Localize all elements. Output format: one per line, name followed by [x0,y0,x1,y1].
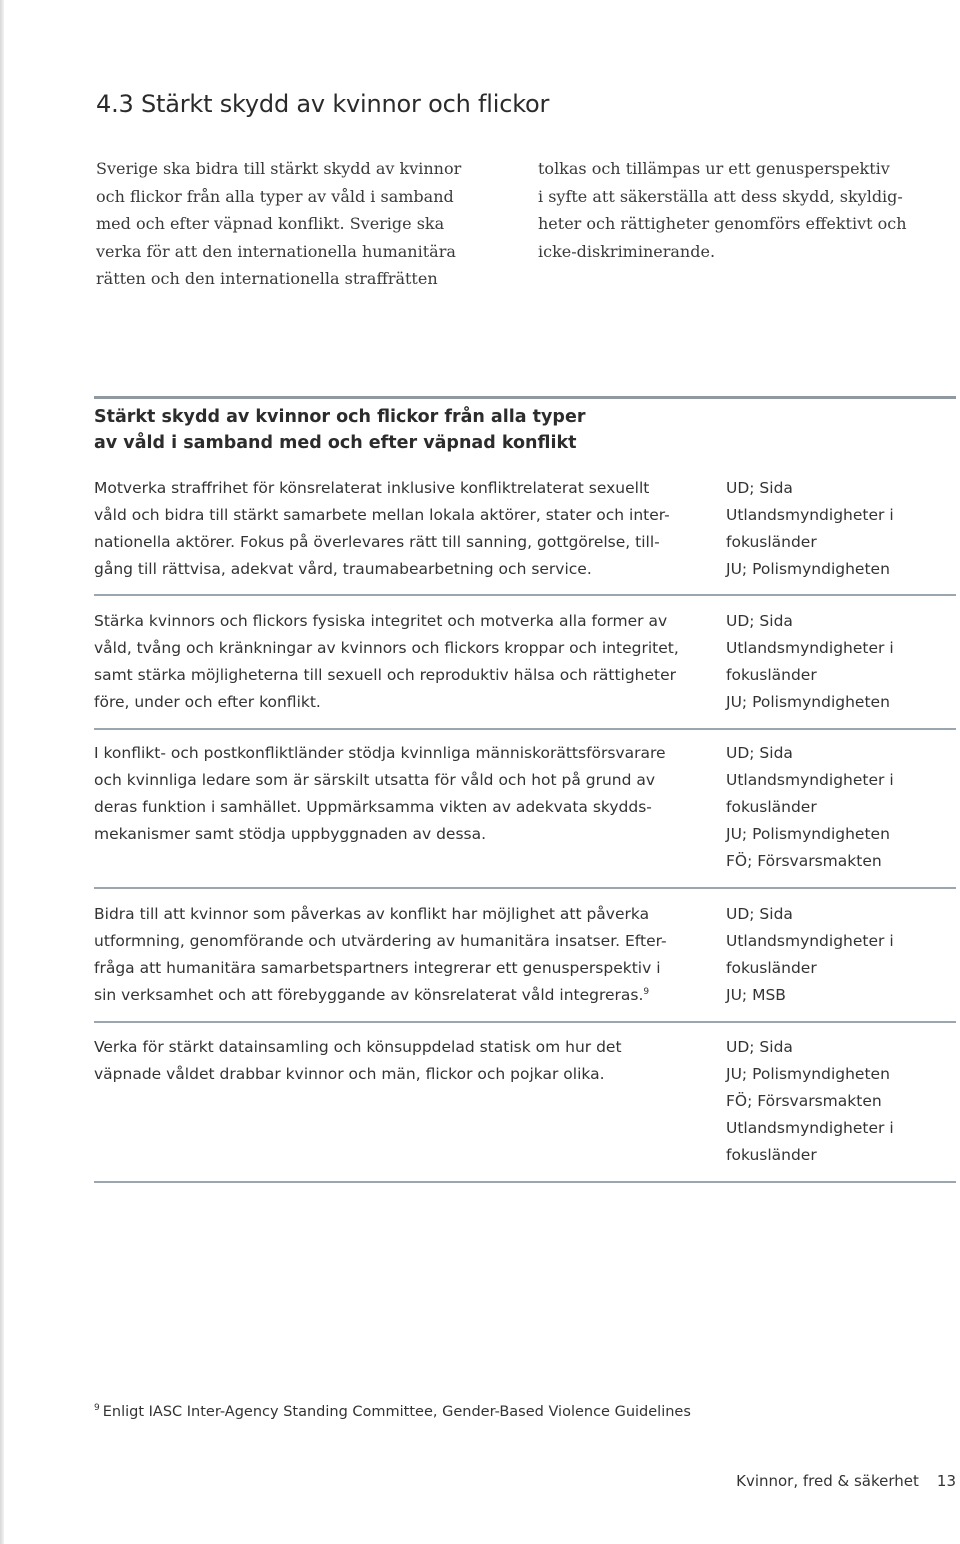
intro-column-right: tolkas och tillämpas ur ett genusperspektiv i syfte att säkerställa att dess skydd, skyldig- heter och rättigheter genomförs effektivt och icke-diskriminerande. [538,159,907,261]
intro-column-left: Sverige ska bidra till stärkt skydd av kvinnor och flickor från alla typer av våld i samband med och efter väpnad konflikt. Sverige ska verka för att den internationella humanitära rätten och den internationella straffrätten [96,159,462,288]
footnote-text: Enligt IASC Inter-Agency Standing Committee, Gender-Based Violence Guidelines [102,1403,691,1420]
row-divider [94,594,956,596]
box-bottom-rule [94,1181,956,1183]
page-edge-shadow [0,0,4,1544]
measure-text: Verka för stärkt datainsamling och könsuppdelad statisk om hur det väpnade våldet drabbar kvinnor och män, flickor och pojkar olika. [94,1038,622,1083]
row-divider [94,887,956,889]
measure-text: I konflikt- och postkonfliktländer stödja kvinnliga människorättsförsvarare och kvinnliga ledare som är särskilt utsatta för våld och hot på grund av deras funktion i samhället. Uppmärksamma vikten av adekvata skydds- mekanismer samt stödja uppbyggnaden av dessa. [94,744,666,843]
footer-publication: Kvinnor, fred & säkerhet [736,1472,919,1490]
measure-actors: UD; Sida Utlandsmyndigheter i fokusländer JU; Polismyndigheten FÖ; Försvarsmakten [726,744,894,870]
measure-text: Stärka kvinnors och flickors fysiska integritet och motverka alla former av våld, tvång och kränkningar av kvinnors och flickors kroppar och integritet, samt stärka möjligheterna till sexuell och reproduktiv hälsa och rättigheter före, under och efter konflikt. [94,612,679,711]
footnote-number: 9 [94,1403,100,1413]
measure-text: Motverka straffrihet för könsrelaterat inklusive konfliktrelaterat sexuellt våld och bidra till stärkt samarbete mellan lokala aktörer, stater och inter- nationella aktörer. Fokus på överlevares rätt till sanning, gottgörelse, till- gång till rättvisa, adekvat vård, traumabearbetning och service. [94,479,670,578]
box-title: Stärkt skydd av kvinnor och flickor från alla typer av våld i samband med och efter väpnad konflikt [94,407,586,453]
row-divider [94,728,956,730]
box-top-rule [94,396,956,399]
measure-actors: UD; Sida Utlandsmyndigheter i fokusländer JU; MSB [726,905,894,1004]
section-heading: 4.3 Stärkt skydd av kvinnor och flickor [96,90,550,118]
measure-actors: UD; Sida JU; Polismyndigheten FÖ; Försvarsmakten Utlandsmyndigheter i fokusländer [726,1038,894,1164]
measure-text: Bidra till att kvinnor som påverkas av konflikt har möjlighet att påverka utformning, genomförande och utvärdering av humanitära insatser. Efter- fråga att humanitära samarbetspartners integrerar ett genusperspektiv i sin verksamhet och att förebyggande av könsrelaterat våld integreras.$^9$ [94,905,667,1004]
measure-actors: UD; Sida Utlandsmyndigheter i fokusländer JU; Polismyndigheten [726,479,894,578]
footnote-reference: 9 [643,986,650,997]
page-number: 13 [936,1472,956,1490]
footnote [94,1403,691,1420]
row-divider [94,1021,956,1023]
page-footer [736,1472,956,1490]
measure-actors: UD; Sida Utlandsmyndigheter i fokusländer JU; Polismyndigheten [726,612,894,711]
